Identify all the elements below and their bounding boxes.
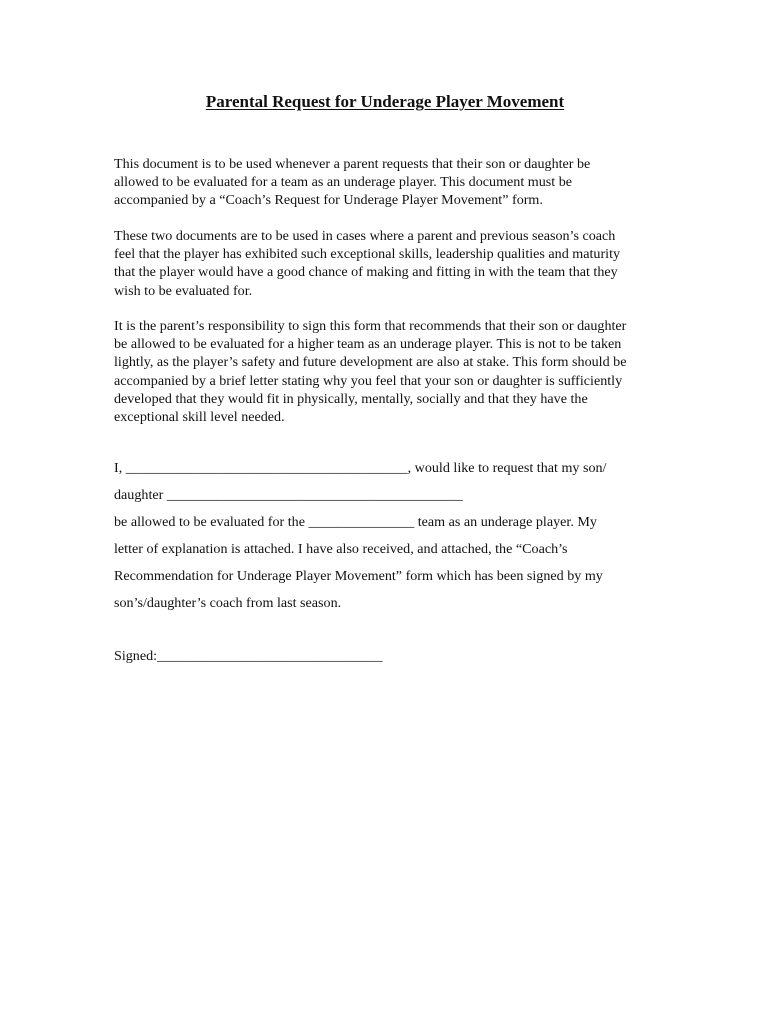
intro-paragraph bbox=[114, 155, 674, 210]
usage-paragraph bbox=[114, 227, 674, 300]
responsibility-paragraph bbox=[114, 317, 674, 426]
paragraph-line: be allowed to be evaluated for a higher team as an underage player. This is not to be taken bbox=[114, 336, 622, 353]
paragraph-line: developed that they would fit in physically, mentally, socially and that they have the bbox=[114, 390, 588, 407]
paragraph-line: This document is to be used whenever a parent requests that their son or daughter be bbox=[114, 156, 591, 172]
paragraph-line: allowed to be evaluated for a team as an underage player. This document must be bbox=[114, 174, 573, 191]
paragraph-line: These two documents are to be used in cases where a parent and previous season’s coach bbox=[114, 228, 616, 244]
paragraph-line: lightly, as the player’s safety and future development are also at stake. This form should be bbox=[114, 354, 627, 371]
paragraph-line: accompanied by a “Coach’s Request for Underage Player Movement” form. bbox=[114, 192, 543, 209]
paragraph-line: that the player would have a good chance of making and fitting in with the team that they bbox=[114, 264, 618, 281]
paragraph-line: feel that the player has exhibited such exceptional skills, leadership qualities and maturity bbox=[114, 246, 621, 263]
parent-name-line: I, ________________________________________, would like to request that my son/ bbox=[114, 460, 607, 476]
attachment-line: letter of explanation is attached. I have also received, and attached, the “Coach’s bbox=[114, 541, 568, 557]
child-name-line: daughter __________________________________________ bbox=[114, 487, 463, 503]
document-title: Parental Request for Underage Player Movement bbox=[205, 92, 565, 111]
recommendation-line: Recommendation for Underage Player Movement” form which has been signed by my bbox=[114, 568, 603, 584]
paragraph-line: accompanied by a brief letter stating why you feel that your son or daughter is sufficiently bbox=[114, 372, 623, 389]
paragraph-line: It is the parent’s responsibility to sign this form that recommends that their son or daughter bbox=[114, 318, 627, 334]
paragraph-line: exceptional skill level needed. bbox=[114, 409, 285, 426]
team-line: be allowed to be evaluated for the _______________ team as an underage player. My bbox=[114, 514, 597, 530]
signature-line: Signed:________________________________ bbox=[114, 648, 383, 664]
paragraph-line: wish to be evaluated for. bbox=[114, 282, 253, 299]
coach-line: son’s/daughter’s coach from last season. bbox=[114, 595, 342, 611]
